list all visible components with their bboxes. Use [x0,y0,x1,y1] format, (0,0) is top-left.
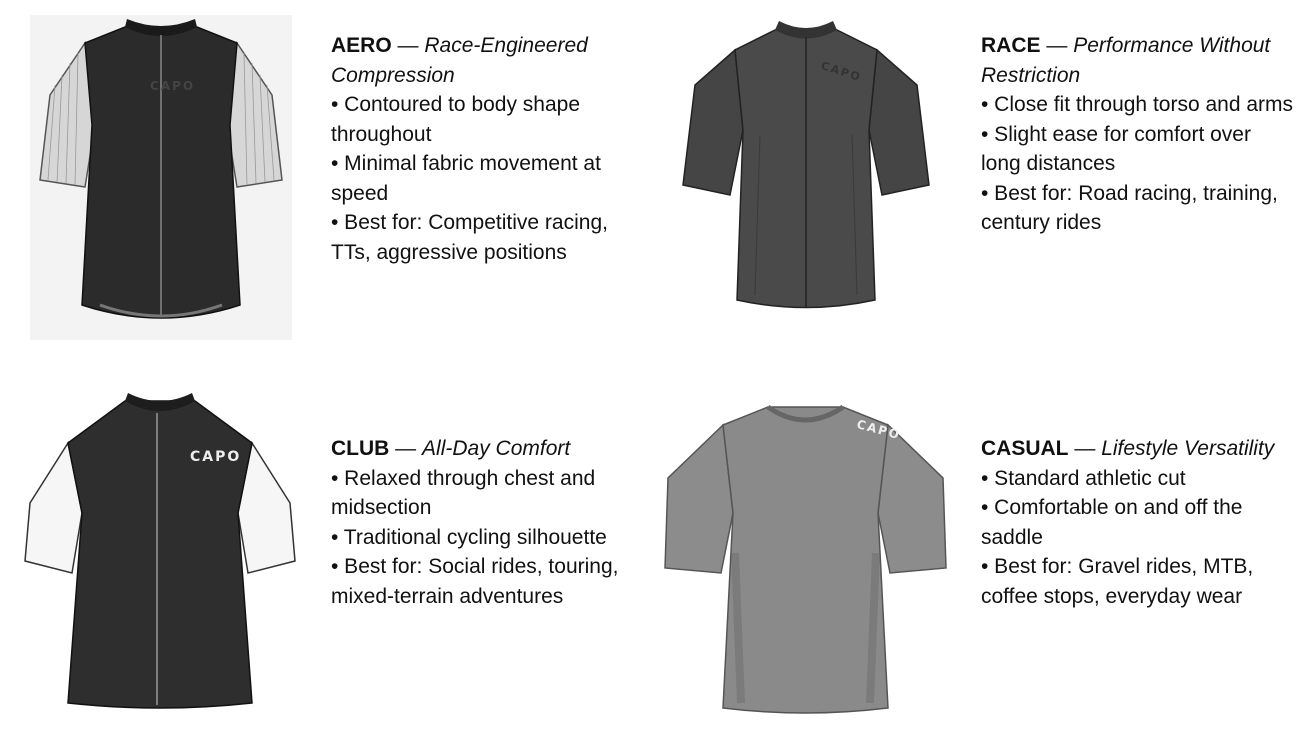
aero-description [331,31,631,267]
club-bullet-2: • Traditional cycling silhouette [331,525,607,549]
aero-title: AERO [331,34,392,57]
club-description [331,434,631,611]
aero-bullet-1: • Contoured to body shape throughout [331,93,581,146]
aero-dash: — [397,34,419,57]
casual-subtitle: Lifestyle Versatility [1101,437,1275,460]
club-logo: CAPO [190,449,242,465]
aero-bullet-3: • Best for: Competitive racing, TTs, aggressive positions [331,211,608,264]
casual-description [981,434,1296,611]
race-logo: CAPO [819,58,864,85]
club-subtitle: All-Day Comfort [422,437,571,460]
casual-bullet-1: • Standard athletic cut [981,466,1186,490]
race-subtitle: Performance Without Restriction [981,34,1271,87]
race-bullet-2: • Slight ease for comfort over long distances [981,122,1251,175]
race-dash: — [1046,34,1068,57]
race-description [981,31,1296,238]
casual-bullet-3: • Best for: Gravel rides, MTB, coffee stops, everyday wear [981,555,1254,608]
aero-jersey-image [30,15,292,340]
aero-logo: CAPO [150,79,196,93]
race-title: RACE [981,34,1041,57]
club-jersey-image [20,393,300,713]
casual-title: CASUAL [981,437,1069,460]
aero-subtitle: Race-Engineered Compression [331,34,588,87]
aero-bullet-2: • Minimal fabric movement at speed [331,152,601,205]
casual-dash: — [1074,437,1096,460]
race-bullet-3: • Best for: Road racing, training, century rides [981,181,1278,234]
casual-bullet-2: • Comfortable on and off the saddle [981,496,1243,549]
club-title: CLUB [331,437,390,460]
club-bullet-1: • Relaxed through chest and midsection [331,466,596,519]
casual-logo: CAPO [855,417,903,443]
race-jersey-image [675,15,937,315]
race-bullet-1: • Close fit through torso and arms [981,93,1293,116]
club-bullet-3: • Best for: Social rides, touring, mixed-terrain adventures [331,555,619,608]
club-dash: — [395,437,417,460]
casual-tshirt-image [663,403,948,718]
